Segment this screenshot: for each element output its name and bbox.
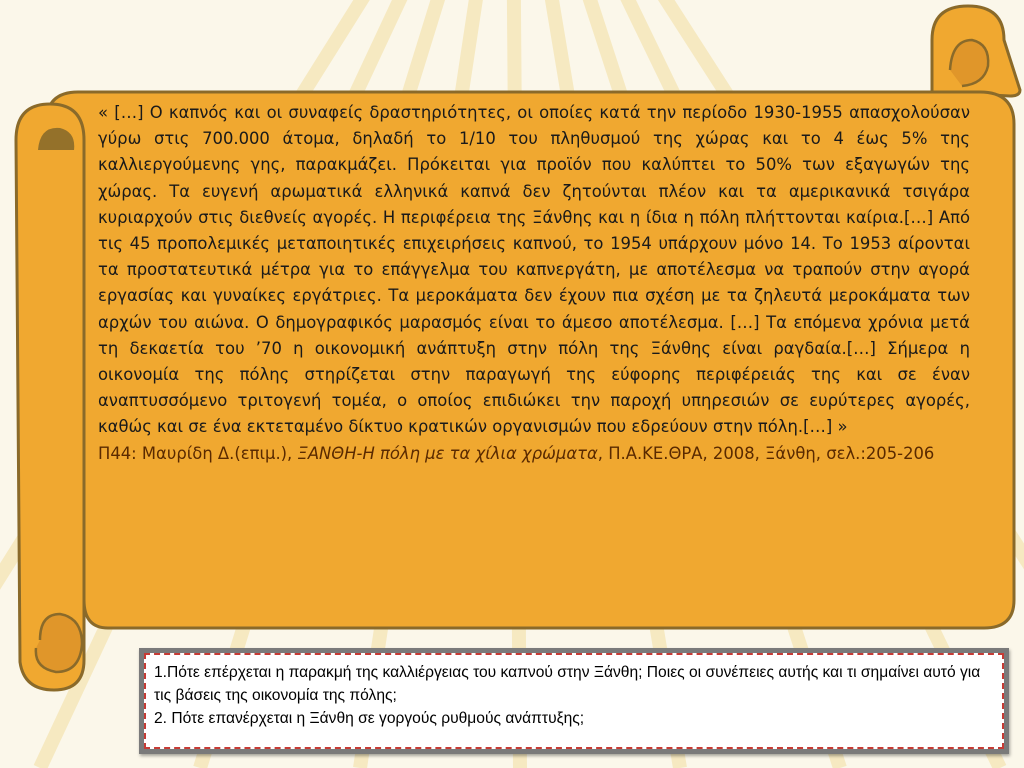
quote-paragraph: « […] Ο καπνός και οι συναφείς δραστηριότητες, οι οποίες κατά την περίοδο 1930-1955 απασχολούσαν γύρω στις 700.000 άτομα, δηλαδή το 1/10 του πληθυσμού της χώρας και το 4 έως 5% της καλλιεργούμενης γης, παρακμάζει. Πρόκειται για προϊόν που καλύπτει το 50% των εξαγωγών της χώρας. Τα ευγενή αρωματικά ελληνικά καπνά δεν ζητούνται πλέον και τα αμερικανικά τσιγάρα κυριαρχούν στις διεθνείς αγορές. Η περιφέρεια της Ξάνθης και η ίδια η πόλη πλήττονται καίρια.[…] Από τις 45 προπολεμικές μεταποιητικές επιχειρήσεις καπνού, το 1954 υπάρχουν μόνο 14. Το 1953 αίρονται τα προστατευτικά μέτρα για το επάγγελμα του καπνεργάτη, με αποτέλεσμα να τραπούν στην αγορά εργασίας και γυναίκες εργάτριες. Τα μεροκάματα δεν έχουν πια σχέση με τα ζηλευτά μεροκάματα των αρχών του αιώνα. Ο δημογραφικός μαρασμός είναι το άμεσο αποτέλεσμα. […] Τα επόμενα χρόνια μετά τη δεκαετία του ’70 η οικονομική ανάπτυξη στην πόλη της Ξάνθης είναι ραγδαία.[…] Σήμερα η οικονομία της πόλης στηρίζεται στην παραγωγή της εύφορης περιφέρειάς της και σε έναν αναπτυσσόμενο τριτογενή τομέα, ο οποίος επιδιώκει την παροχή υπηρεσιών σε ευρύτερες αγορές, καθώς και σε ένα εκτεταμένο δίκτυο κρατικών οργανισμών που εδρεύουν στην πόλη.[…] » (98, 103, 970, 437)
question-1: 1.Πότε επέρχεται η παρακμή της καλλιέργειας του καπνού στην Ξάνθη; Ποιες οι συνέπειες αυτής και τι σημαίνει αυτό για τις βάσεις της οικονομία της πόλης; (154, 664, 981, 704)
citation-prefix: Π44: Μαυρίδη Δ.(επιμ.), (98, 443, 298, 463)
citation-suffix: , Π.Α.ΚΕ.ΘΡΑ, 2008, Ξάνθη, σελ.:205-206 (597, 443, 935, 463)
questions-box (139, 648, 1009, 754)
scroll-quote-text (98, 100, 970, 467)
question-2: 2. Πότε επανέρχεται η Ξάνθη σε γοργούς ρυθμούς ανάπτυξης; (154, 710, 585, 727)
questions-text (154, 661, 994, 730)
citation-title: ΞΑΝΘΗ-Η πόλη με τα χίλια χρώματα (297, 443, 598, 463)
scroll-left-roll (16, 104, 84, 690)
source-citation (98, 441, 970, 467)
questions-inner-frame (144, 653, 1004, 749)
